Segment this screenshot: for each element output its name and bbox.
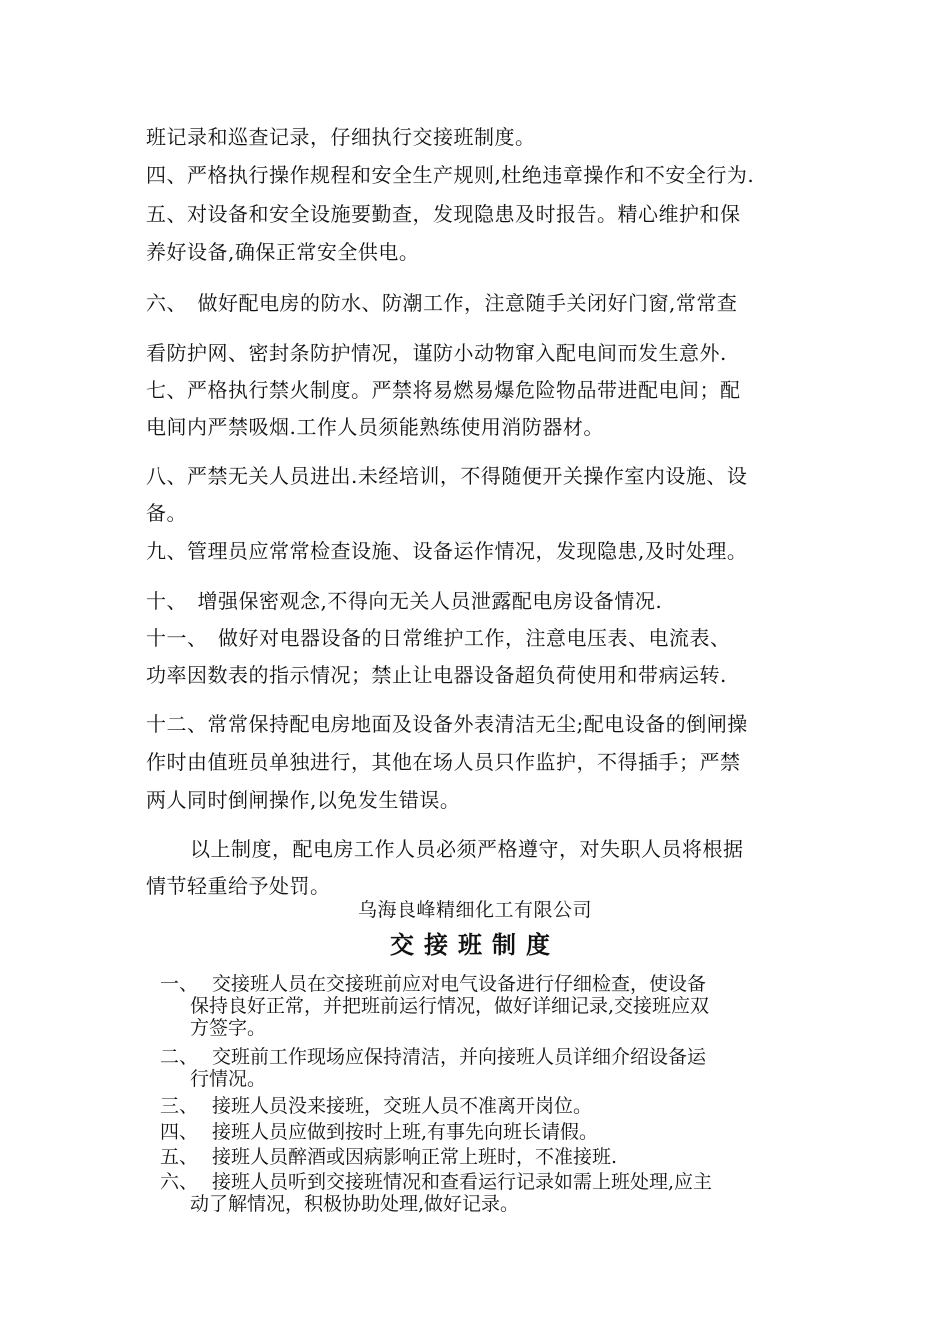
item-text [190, 1121, 820, 1143]
rule-line: 养好设备,确保正常安全供电。 [146, 240, 420, 264]
item-line: 交接班人员在交接班前应对电气设备进行仔细检查，使设备 [212, 973, 707, 995]
item-text [190, 1095, 820, 1117]
rule-line: 九、管理员应常常检查设施、设备运作情况，发现隐患,及时处理。 [146, 539, 748, 563]
item-line: 接班人员没来接班，交班人员不准离开岗位。 [212, 1095, 593, 1117]
rule-line: 四、严格执行操作规程和安全生产规则,杜绝违章操作和不安全行为. [146, 163, 755, 187]
item-line: 接班人员应做到按时上班,有事先向班长请假。 [212, 1121, 599, 1143]
item-number: 三、 [160, 1095, 199, 1117]
item-line: 交班前工作现场应保持清洁，并向接班人员详细介绍设备运 [212, 1046, 707, 1068]
item-text [190, 1046, 820, 1090]
rule-line: 功率因数表的指示情况；禁止让电器设备超负荷使用和带病运转. [146, 663, 727, 687]
rule-line: 作时由值班员单独进行，其他在场人员只作监护，不得插手；严禁 [146, 750, 741, 774]
item-text [190, 973, 820, 1039]
item-number: 六、 [160, 1171, 199, 1193]
item-number: 一、 [160, 973, 199, 995]
rule-line: 十、 增强保密观念,不得向无关人员泄露配电房设备情况. [146, 589, 663, 613]
rule-line: 八、严禁无关人员进出.未经培训，不得随便开关操作室内设施、设 [146, 464, 748, 488]
rule-line: 两人同时倒闸操作,以免发生错误。 [146, 788, 461, 812]
closing-paragraph-line: 情节轻重给予处罚。 [146, 874, 331, 898]
item-line: 行情况。 [190, 1068, 267, 1090]
item-number: 五、 [160, 1146, 199, 1168]
item-line: 动了解情况，积极协助处理,做好记录。 [190, 1193, 520, 1215]
item-text [190, 1146, 820, 1168]
rule-line: 备。 [146, 501, 187, 525]
item-line: 接班人员醉酒或因病影响正常上班时，不准接班. [212, 1146, 618, 1168]
closing-paragraph-line: 以上制度，配电房工作人员必须严格遵守，对失职人员将根据 [190, 837, 744, 861]
rule-line: 电间内严禁吸烟.工作人员须能熟练使用消防器材。 [146, 415, 604, 439]
item-line: 保持良好正常，并把班前运行情况，做好详细记录,交接班应双 [190, 995, 710, 1017]
rule-line: 七、严格执行禁火制度。严禁将易燃易爆危险物品带进配电间；配 [146, 378, 741, 402]
item-number: 二、 [160, 1046, 199, 1068]
rule-line: 十二、常常保持配电房地面及设备外表清洁无尘;配电设备的倒闸操 [146, 712, 748, 736]
item-text [190, 1171, 820, 1215]
item-number: 四、 [160, 1121, 199, 1143]
rule-line: 六、 做好配电房的防水、防潮工作，注意随手关闭好门窗,常常查 [146, 291, 738, 315]
item-line: 方签字。 [190, 1017, 267, 1039]
rule-line: 十一、 做好对电器设备的日常维护工作，注意电压表、电流表、 [146, 626, 731, 650]
item-line: 接班人员听到交接班情况和查看运行记录如需上班处理,应主 [212, 1171, 713, 1193]
rule-line: 看防护网、密封条防护情况，谨防小动物窜入配电间而发生意外. [146, 341, 727, 365]
rule-line: 五、对设备和安全设施要勤查，发现隐患及时报告。精心维护和保 [146, 202, 741, 226]
company-name: 乌海良峰精细化工有限公司 [357, 899, 592, 921]
rule-line: 班记录和巡查记录，仔细执行交接班制度。 [146, 125, 536, 149]
document-title: 交接班制度 [390, 931, 560, 959]
